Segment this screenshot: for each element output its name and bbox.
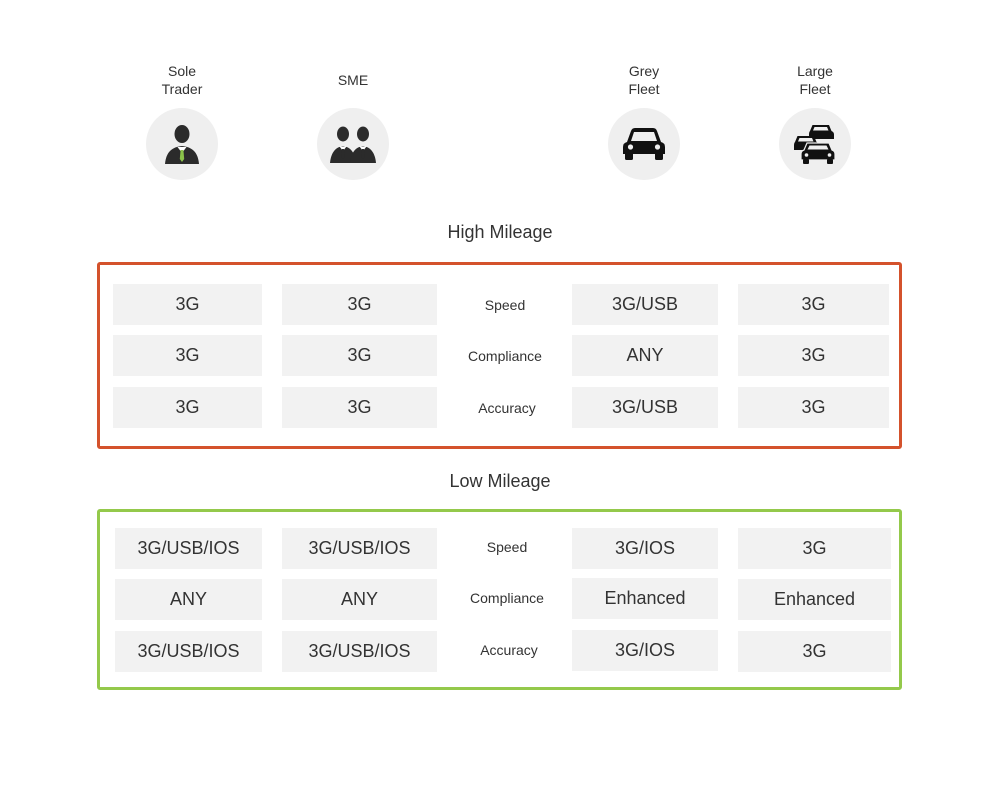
high-speed-sme: 3G xyxy=(282,284,437,325)
low-compliance-sole-trader: ANY xyxy=(115,579,262,620)
persona-label: Grey Fleet xyxy=(628,63,660,97)
high-speed-sole-trader: 3G xyxy=(113,284,262,325)
low-compliance-large-fleet: Enhanced xyxy=(738,579,891,620)
low-row-label-accuracy: Accuracy xyxy=(480,641,538,658)
persona-circle xyxy=(608,108,680,180)
low-speed-sole-trader: 3G/USB/IOS xyxy=(115,528,262,569)
high-accuracy-sme: 3G xyxy=(282,387,437,428)
persona-label: Large Fleet xyxy=(797,63,833,97)
persona-circle xyxy=(317,108,389,180)
persona-circle xyxy=(779,108,851,180)
high-speed-large-fleet: 3G xyxy=(738,284,889,325)
low-speed-grey-fleet: 3G/IOS xyxy=(572,528,718,569)
low-compliance-grey-fleet: Enhanced xyxy=(572,578,718,619)
high-accuracy-grey-fleet: 3G/USB xyxy=(572,387,718,428)
high-row-label-accuracy: Accuracy xyxy=(478,399,536,416)
high-mileage-title: High Mileage xyxy=(447,222,553,242)
persona-large-fleet xyxy=(745,62,885,180)
sole-trader-icon xyxy=(162,123,202,165)
persona-circle xyxy=(146,108,218,180)
persona-grey-fleet xyxy=(574,62,714,180)
persona-sole-trader xyxy=(112,62,252,180)
low-compliance-sme: ANY xyxy=(282,579,437,620)
sme-icon xyxy=(328,124,378,164)
high-accuracy-sole-trader: 3G xyxy=(113,387,262,428)
low-mileage-title: Low Mileage xyxy=(449,471,551,491)
persona-label: Sole Trader xyxy=(161,63,203,97)
low-accuracy-large-fleet: 3G xyxy=(738,631,891,672)
low-accuracy-sole-trader: 3G/USB/IOS xyxy=(115,631,262,672)
high-compliance-large-fleet: 3G xyxy=(738,335,889,376)
fleet-cars-icon xyxy=(793,123,837,165)
high-compliance-grey-fleet: ANY xyxy=(572,335,718,376)
persona-label: SME xyxy=(337,72,369,88)
high-row-label-speed: Speed xyxy=(484,296,526,313)
low-row-label-compliance: Compliance xyxy=(470,589,544,606)
persona-sme xyxy=(283,62,423,180)
high-compliance-sole-trader: 3G xyxy=(113,335,262,376)
low-speed-sme: 3G/USB/IOS xyxy=(282,528,437,569)
car-icon xyxy=(621,126,667,162)
low-accuracy-grey-fleet: 3G/IOS xyxy=(572,630,718,671)
high-speed-grey-fleet: 3G/USB xyxy=(572,284,718,325)
high-accuracy-large-fleet: 3G xyxy=(738,387,889,428)
low-speed-large-fleet: 3G xyxy=(738,528,891,569)
low-row-label-speed: Speed xyxy=(486,538,528,555)
high-compliance-sme: 3G xyxy=(282,335,437,376)
low-accuracy-sme: 3G/USB/IOS xyxy=(282,631,437,672)
high-row-label-compliance: Compliance xyxy=(468,347,542,364)
